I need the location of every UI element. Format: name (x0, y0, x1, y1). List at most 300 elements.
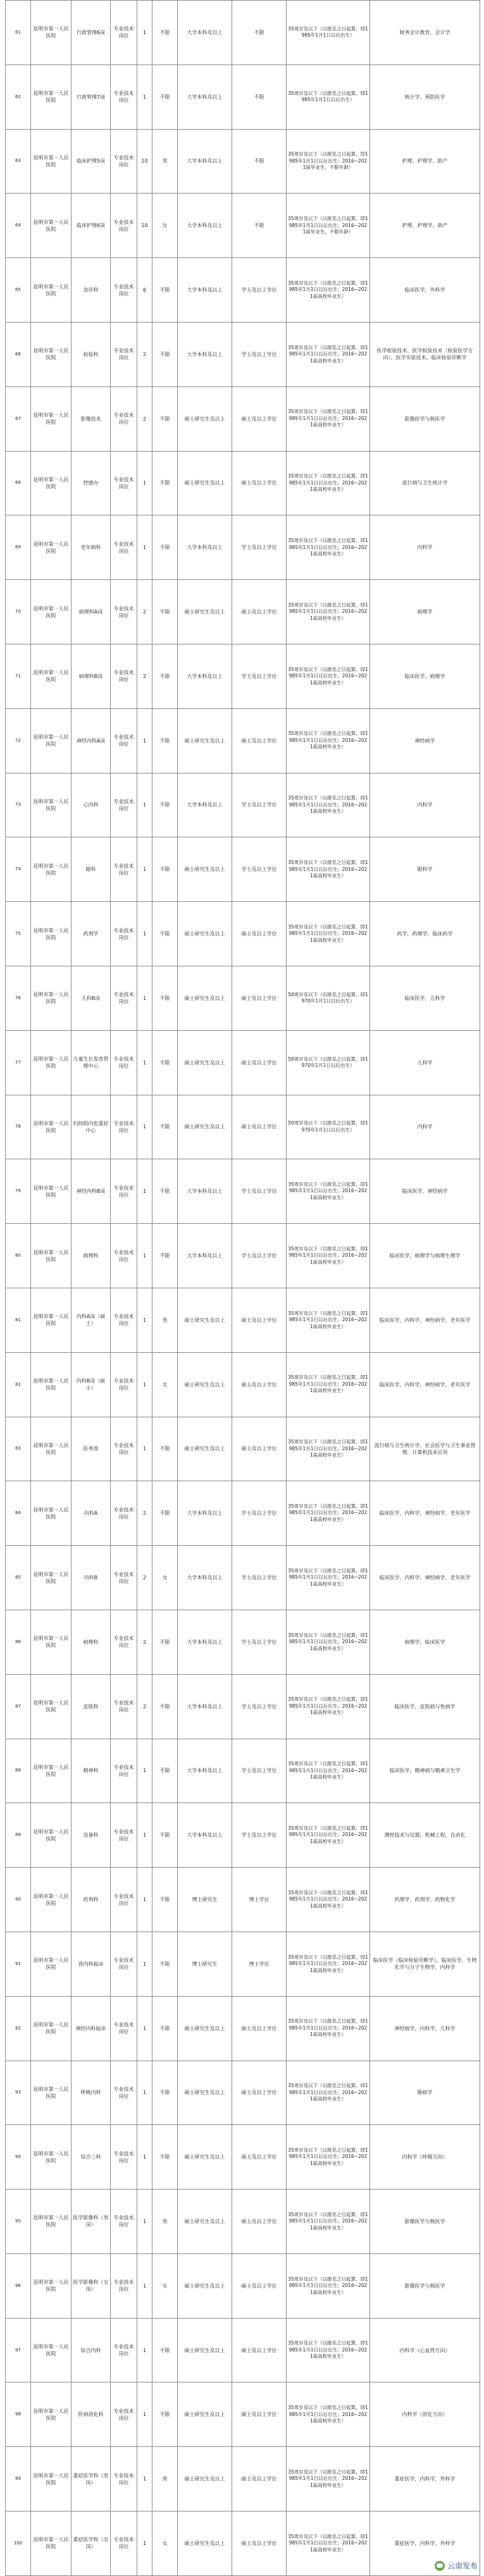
cell-edu: 硕士研究生及以上 (178, 2190, 232, 2254)
cell-no: 84 (6, 1481, 31, 1546)
cell-edu: 硕士研究生及以上 (178, 1996, 232, 2061)
cell-degree: 硕士及以上学位 (232, 902, 287, 966)
cell-gender: 不限 (152, 708, 178, 773)
cell-dept: 药剂科 (71, 1868, 111, 1932)
cell-age: 35周岁及以下（以报名之日起算，即1985年1月1日以后出生；2016~2021届高校毕业生） (287, 837, 370, 902)
cell-gender: 不限 (152, 1481, 178, 1546)
table-row (6, 2382, 480, 2447)
cell-dept: 重症医学科（男岗） (71, 2447, 111, 2511)
cell-no: 66 (6, 322, 31, 386)
cell-count: 6 (137, 258, 152, 323)
table-row (6, 515, 480, 580)
cell-count: 1 (137, 1868, 152, 1932)
cell-edu: 硕士研究生及以上 (178, 2382, 232, 2447)
cell-age: 35周岁及以下（以报名之日起算，即1985年1月1日以后出生；2016~2021届高校毕业生） (287, 1546, 370, 1610)
cell-unit: 昆明市第一人民医院 (31, 1095, 71, 1159)
cell-edu: 大学本科及以上 (178, 1610, 232, 1674)
table-row (6, 1803, 480, 1868)
cell-count: 1 (137, 837, 152, 902)
cell-major: 神经病学 (370, 708, 480, 773)
cell-unit: 昆明市第一人民医院 (31, 1610, 71, 1674)
table-row (6, 1159, 480, 1224)
cell-age: 35周岁及以下（以报名之日起算，即1985年1月1日以后出生；2016~2021届高校毕业生） (287, 2318, 370, 2382)
cell-age: 35周岁及以下（以报名之日起算，即1985年1月1日以后出生；2016~2021届高校毕业生） (287, 1932, 370, 1996)
cell-age: 35周岁及以下（以报名之日起算，即1985年1月1日以后出生；2016~2021届高校毕业生） (287, 515, 370, 580)
cell-edu: 硕士研究生及以上 (178, 386, 232, 451)
cell-count: 1 (137, 1996, 152, 2061)
cell-major: 临床医学，内科学，神经病学，老年医学 (370, 1288, 480, 1352)
cell-degree: 学士及以上学位 (232, 1674, 287, 1739)
cell-count: 1 (137, 2061, 152, 2125)
table-row (6, 451, 480, 515)
cell-count: 1 (137, 2511, 152, 2576)
wechat-logo-icon (435, 2561, 445, 2571)
cell-major: 财务会计教育、会计学 (370, 1, 480, 65)
cell-type: 专业技术岗位 (111, 1352, 137, 1417)
cell-type: 专业技术岗位 (111, 1868, 137, 1932)
cell-gender: 男 (152, 1288, 178, 1352)
cell-gender: 女 (152, 1352, 178, 1417)
cell-no: 92 (6, 1996, 31, 2061)
cell-age: 35周岁及以下（以报名之日起算，即1985年1月1日以后出生；2016~2021届高校毕业生） (287, 2061, 370, 2125)
cell-unit: 昆明市第一人民医院 (31, 1481, 71, 1546)
cell-gender: 不限 (152, 1932, 178, 1996)
cell-type: 专业技术岗位 (111, 1996, 137, 2061)
cell-degree: 学士及以上学位 (232, 1610, 287, 1674)
cell-no: 80 (6, 1224, 31, 1288)
cell-unit: 昆明市第一人民医院 (31, 1674, 71, 1739)
cell-major: 药学，药理学，临床药学 (370, 902, 480, 966)
table-row (6, 1095, 480, 1159)
cell-degree: 博士学位 (232, 1932, 287, 1996)
cell-major: 临床医学（临床检验诊断学），临床医学，生物化学与分子生物学，内科学 (370, 1932, 480, 1996)
cell-unit: 昆明市第一人民医院 (31, 2511, 71, 2576)
cell-age: 35周岁及以下（以报名之日起算，即1985年1月1日以后出生；2016~2021届高校毕业生） (287, 708, 370, 773)
cell-major: 流行病与卫生统计学 (370, 451, 480, 515)
cell-no: 79 (6, 1159, 31, 1224)
cell-dept: 内科A岗（硕士） (71, 1288, 111, 1352)
cell-no: 72 (6, 708, 31, 773)
cell-major: 临床医学、病理学 (370, 644, 480, 708)
cell-no: 100 (6, 2511, 31, 2576)
cell-type: 专业技术岗位 (111, 1739, 137, 1803)
table-row (6, 2125, 480, 2190)
cell-unit: 昆明市第一人民医院 (31, 902, 71, 966)
cell-gender: 不限 (152, 580, 178, 644)
cell-unit: 昆明市第一人民医院 (31, 2190, 71, 2254)
cell-major: 内科学（呼吸方向） (370, 2125, 480, 2190)
table-row (6, 1996, 480, 2061)
cell-no: 97 (6, 2318, 31, 2382)
cell-gender: 不限 (152, 1224, 178, 1288)
cell-degree: 学士及以上学位 (232, 837, 287, 902)
table-row (6, 580, 480, 644)
cell-no: 68 (6, 451, 31, 515)
cell-type: 专业技术岗位 (111, 1030, 137, 1095)
cell-degree: 硕士及以上学位 (232, 708, 287, 773)
cell-edu: 硕士研究生及以上 (178, 1095, 232, 1159)
cell-count: 2 (137, 580, 152, 644)
cell-edu: 大学本科及以上 (178, 258, 232, 323)
cell-type: 专业技术岗位 (111, 1224, 137, 1288)
cell-edu: 博士研究生 (178, 1868, 232, 1932)
cell-edu: 大学本科及以上 (178, 129, 232, 194)
cell-type: 专业技术岗位 (111, 1803, 137, 1868)
cell-degree: 硕士及以上学位 (232, 2382, 287, 2447)
cell-type: 专业技术岗位 (111, 386, 137, 451)
cell-unit: 昆明市第一人民医院 (31, 258, 71, 323)
cell-age: 50周岁及以下（以报名之日起算，即1970年1月1日以后出生） (287, 1030, 370, 1095)
cell-gender: 女 (152, 2511, 178, 2576)
cell-age: 35周岁及以下（以报名之日起算，即1985年1月1日以后出生） (287, 65, 370, 129)
cell-unit: 昆明市第一人民医院 (31, 1224, 71, 1288)
cell-count: 1 (137, 515, 152, 580)
cell-type: 专业技术岗位 (111, 1674, 137, 1739)
cell-degree: 学士及以上学位 (232, 1739, 287, 1803)
cell-dept: 神经内科临床 (71, 1996, 111, 2061)
cell-no: 99 (6, 2447, 31, 2511)
cell-type: 专业技术岗位 (111, 2318, 137, 2382)
cell-degree: 学士及以上学位 (232, 1224, 287, 1288)
cell-major: 临床医学，病理学与病理生理学 (370, 1224, 480, 1288)
cell-major: 内科学（消化方向） (370, 2382, 480, 2447)
cell-age: 35周岁及以下（以报名之日起算，即1985年1月1日以后出生；2016~2021届高校毕业生） (287, 773, 370, 837)
cell-age: 35周岁及以下（以报名之日起算，即1985年1月1日以后出生；2016~2021届高校毕业生） (287, 1674, 370, 1739)
cell-edu: 大学本科及以上 (178, 515, 232, 580)
cell-degree: 硕士及以上学位 (232, 2125, 287, 2190)
cell-count: 1 (137, 1030, 152, 1095)
cell-dept: 急诊科 (71, 258, 111, 323)
cell-unit: 昆明市第一人民医院 (31, 1159, 71, 1224)
table-row (6, 837, 480, 902)
cell-count: 1 (137, 2382, 152, 2447)
cell-dept: 影像技术 (71, 386, 111, 451)
cell-degree: 硕士及以上学位 (232, 580, 287, 644)
cell-degree: 硕士及以上学位 (232, 1417, 287, 1481)
cell-edu: 硕士研究生及以上 (178, 1352, 232, 1417)
cell-degree: 学士及以上学位 (232, 258, 287, 323)
cell-dept: 病理科 (71, 1224, 111, 1288)
cell-dept: 检验科 (71, 322, 111, 386)
cell-major: 测控技术与仪器，机械工程，自动化 (370, 1803, 480, 1868)
cell-unit: 昆明市第一人民医院 (31, 451, 71, 515)
table-row (6, 644, 480, 708)
table-row (6, 773, 480, 837)
cell-age: 35周岁及以下（以报名之日起算，即1985年1月1日以后出生；2016~2021届高校毕业生） (287, 451, 370, 515)
cell-count: 2 (137, 1546, 152, 1610)
cell-dept: 神经内科B岗 (71, 1159, 111, 1224)
cell-degree: 硕士及以上学位 (232, 1030, 287, 1095)
cell-unit: 昆明市第一人民医院 (31, 1546, 71, 1610)
cell-no: 75 (6, 902, 31, 966)
cell-no: 89 (6, 1803, 31, 1868)
cell-dept: 儿科B岗 (71, 966, 111, 1030)
cell-type: 专业技术岗位 (111, 2447, 137, 2511)
cell-type: 专业技术岗位 (111, 1546, 137, 1610)
cell-gender: 不限 (152, 1610, 178, 1674)
cell-count: 1 (137, 1803, 152, 1868)
cell-degree: 学士及以上学位 (232, 322, 287, 386)
cell-age: 35周岁及以下（以报名之日起算，即1985年1月1日以后出生；2016~2021届高校毕业生） (287, 1868, 370, 1932)
cell-count: 1 (137, 902, 152, 966)
cell-degree: 不限 (232, 65, 287, 129)
table-row (6, 1417, 480, 1481)
cell-dept: 内科B岗（硕士） (71, 1352, 111, 1417)
cell-gender: 不限 (152, 386, 178, 451)
cell-major: 临床医学，内科学，神经病学，老年医学 (370, 1352, 480, 1417)
cell-edu: 大学本科及以上 (178, 1674, 232, 1739)
cell-type: 专业技术岗位 (111, 966, 137, 1030)
cell-edu: 硕士研究生及以上 (178, 837, 232, 902)
cell-edu: 大学本科及以上 (178, 1481, 232, 1546)
cell-gender: 不限 (152, 2318, 178, 2382)
cell-no: 85 (6, 1546, 31, 1610)
cell-dept: 内科A (71, 1481, 111, 1546)
cell-edu: 硕士研究生及以上 (178, 451, 232, 515)
cell-gender: 不限 (152, 2382, 178, 2447)
cell-age: 35周岁及以下（以报名之日起算，即1985年1月1日以后出生；2016~2021届高校毕业生） (287, 2125, 370, 2190)
cell-dept: 儿童生长发育管理中心 (71, 1030, 111, 1095)
table-row (6, 2511, 480, 2576)
cell-degree: 博士学位 (232, 1868, 287, 1932)
cell-dept: 行政管理6岗 (71, 1, 111, 65)
cell-unit: 昆明市第一人民医院 (31, 2447, 71, 2511)
cell-type: 专业技术岗位 (111, 1095, 137, 1159)
cell-type: 专业技术岗位 (111, 451, 137, 515)
cell-dept: 综合内科 (71, 2318, 111, 2382)
cell-edu: 大学本科及以上 (178, 1546, 232, 1610)
cell-no: 81 (6, 1288, 31, 1352)
cell-degree: 学士及以上学位 (232, 773, 287, 837)
cell-dept: 病理科 (71, 1610, 111, 1674)
cell-edu: 硕士研究生及以上 (178, 902, 232, 966)
cell-gender: 不限 (152, 966, 178, 1030)
table-row (6, 1224, 480, 1288)
table-row (6, 708, 480, 773)
cell-count: 1 (137, 1352, 152, 1417)
cell-dept: 精神科 (71, 1739, 111, 1803)
cell-degree: 硕士及以上学位 (232, 2190, 287, 2254)
cell-age: 35周岁及以下（以报名之日起算，即1985年1月1日以后出生；2016~2021届高校毕业生） (287, 2447, 370, 2511)
cell-dept: 内科B (71, 1546, 111, 1610)
cell-edu: 硕士研究生及以上 (178, 2447, 232, 2511)
cell-major: 内科学 (370, 773, 480, 837)
cell-unit: 昆明市第一人民医院 (31, 2061, 71, 2125)
cell-gender: 不限 (152, 1095, 178, 1159)
cell-age: 35周岁及以下（以报名之日起算，即1985年1月1日以后出生；2016~2021届高校毕业生） (287, 322, 370, 386)
cell-major: 影像医学与核医学 (370, 2253, 480, 2318)
cell-degree: 学士及以上学位 (232, 1546, 287, 1610)
cell-no: 83 (6, 1417, 31, 1481)
cell-count: 10 (137, 129, 152, 194)
cell-no: 65 (6, 258, 31, 323)
publisher-watermark (435, 2560, 478, 2571)
cell-unit: 昆明市第一人民医院 (31, 515, 71, 580)
cell-degree: 不限 (232, 1, 287, 65)
cell-type: 专业技术岗位 (111, 1610, 137, 1674)
cell-count: 1 (137, 1224, 152, 1288)
cell-age: 35周岁及以下（以报名之日起算，即1985年1月1日以后出生） (287, 1, 370, 65)
cell-gender: 女 (152, 194, 178, 258)
cell-gender: 不限 (152, 65, 178, 129)
cell-unit: 昆明市第一人民医院 (31, 1352, 71, 1417)
cell-edu: 大学本科及以上 (178, 644, 232, 708)
cell-count: 1 (137, 1739, 152, 1803)
cell-gender: 不限 (152, 1868, 178, 1932)
cell-no: 94 (6, 2125, 31, 2190)
cell-degree: 学士及以上学位 (232, 1803, 287, 1868)
cell-edu: 大学本科及以上 (178, 194, 232, 258)
table-row (6, 1288, 480, 1352)
table-row (6, 386, 480, 451)
cell-dept: 老年病科 (71, 515, 111, 580)
cell-gender: 男 (152, 2190, 178, 2254)
cell-no: 95 (6, 2190, 31, 2254)
cell-unit: 昆明市第一人民医院 (31, 773, 71, 837)
cell-type: 专业技术岗位 (111, 644, 137, 708)
table-row (6, 1352, 480, 1417)
cell-count: 2 (137, 322, 152, 386)
cell-gender: 不限 (152, 773, 178, 837)
table-row (6, 129, 480, 194)
cell-dept: 皮肤科 (71, 1674, 111, 1739)
cell-degree: 硕士及以上学位 (232, 2511, 287, 2576)
cell-dept: 临床护理5岗 (71, 129, 111, 194)
cell-count: 1 (137, 2190, 152, 2254)
table-row (6, 65, 480, 129)
cell-major: 医学检验技术、医学检验技术（检验医学方向）、医学实验技术、临床检验诊断学 (370, 322, 480, 386)
cell-edu: 博士研究生 (178, 1932, 232, 1996)
cell-age: 35周岁及以下（以报名之日起算，即1985年1月1日以后出生；2016~2021届高校毕业生） (287, 1352, 370, 1417)
cell-unit: 昆明市第一人民医院 (31, 837, 71, 902)
cell-edu: 硕士研究生及以上 (178, 966, 232, 1030)
cell-type: 专业技术岗位 (111, 2125, 137, 2190)
cell-unit: 昆明市第一人民医院 (31, 580, 71, 644)
cell-type: 专业技术岗位 (111, 1417, 137, 1481)
cell-age: 35周岁及以下（以报名之日起算，即1985年1月1日以后出生；2016~2021届高校毕业生） (287, 1803, 370, 1868)
cell-gender: 不限 (152, 1030, 178, 1095)
cell-unit: 昆明市第一人民医院 (31, 1803, 71, 1868)
cell-major: 护理、护理学、助产 (370, 129, 480, 194)
cell-edu: 硕士研究生及以上 (178, 2125, 232, 2190)
cell-no: 88 (6, 1739, 31, 1803)
cell-major: 内科学 (370, 515, 480, 580)
cell-no: 63 (6, 129, 31, 194)
cell-dept: 医务部 (71, 1417, 111, 1481)
cell-count: 1 (137, 2447, 152, 2511)
cell-dept: 妇幼院内危重症中心 (71, 1095, 111, 1159)
cell-no: 78 (6, 1095, 31, 1159)
cell-count: 1 (137, 1932, 152, 1996)
cell-major: 临床医学，神经病学 (370, 1159, 480, 1224)
cell-no: 70 (6, 580, 31, 644)
cell-type: 专业技术岗位 (111, 773, 137, 837)
cell-gender: 不限 (152, 1417, 178, 1481)
cell-gender: 不限 (152, 1, 178, 65)
cell-age: 35周岁及以下（以报名之日起算，即1985年1月1日以后出生；2016~2021届高校毕业生） (287, 1288, 370, 1352)
cell-type: 专业技术岗位 (111, 902, 137, 966)
cell-count: 1 (137, 966, 152, 1030)
cell-edu: 硕士研究生及以上 (178, 580, 232, 644)
cell-no: 93 (6, 2061, 31, 2125)
cell-unit: 昆明市第一人民医院 (31, 1932, 71, 1996)
cell-gender: 不限 (152, 451, 178, 515)
table-row (6, 1481, 480, 1546)
cell-major: 儿科学 (370, 1030, 480, 1095)
cell-no: 61 (6, 1, 31, 65)
cell-major: 病理学，临床医学 (370, 1610, 480, 1674)
table-row (6, 2253, 480, 2318)
cell-edu: 硕士研究生及以上 (178, 2253, 232, 2318)
cell-unit: 昆明市第一人民医院 (31, 2382, 71, 2447)
cell-no: 98 (6, 2382, 31, 2447)
table-row (6, 1868, 480, 1932)
cell-degree: 硕士及以上学位 (232, 2253, 287, 2318)
cell-count: 2 (137, 1481, 152, 1546)
cell-no: 73 (6, 773, 31, 837)
cell-gender: 不限 (152, 258, 178, 323)
cell-age: 35周岁及以下（以报名之日起算，即1985年1月1日以后出生；2016~2021届高校毕业生） (287, 580, 370, 644)
cell-count: 1 (137, 2253, 152, 2318)
cell-gender: 不限 (152, 515, 178, 580)
cell-major: 重症医学，内科学，外科学 (370, 2447, 480, 2511)
cell-dept: 呼吸内科 (71, 2061, 111, 2125)
cell-unit: 昆明市第一人民医院 (31, 2318, 71, 2382)
cell-no: 69 (6, 515, 31, 580)
cell-dept: 心内科 (71, 773, 111, 837)
cell-type: 专业技术岗位 (111, 708, 137, 773)
cell-gender: 不限 (152, 2125, 178, 2190)
cell-age: 50周岁及以下（以报名之日起算，即1970年1月1日以后出生） (287, 966, 370, 1030)
cell-no: 71 (6, 644, 31, 708)
cell-no: 91 (6, 1932, 31, 1996)
cell-type: 专业技术岗位 (111, 1159, 137, 1224)
cell-edu: 大学本科及以上 (178, 1224, 232, 1288)
cell-type: 专业技术岗位 (111, 194, 137, 258)
cell-edu: 硕士研究生及以上 (178, 708, 232, 773)
cell-no: 96 (6, 2253, 31, 2318)
cell-unit: 昆明市第一人民医院 (31, 966, 71, 1030)
cell-major: 重症医学，内科学，外科学 (370, 2511, 480, 2576)
cell-unit: 昆明市第一人民医院 (31, 322, 71, 386)
cell-age: 35周岁及以下（以报名之日起算，即1985年1月1日以后出生；2016~2021届高校毕业生） (287, 1996, 370, 2061)
cell-edu: 硕士研究生及以上 (178, 1030, 232, 1095)
cell-gender: 不限 (152, 644, 178, 708)
cell-dept: 行政管理7岗 (71, 65, 111, 129)
table-row (6, 322, 480, 386)
cell-edu: 大学本科及以上 (178, 65, 232, 129)
cell-count: 1 (137, 773, 152, 837)
cell-degree: 硕士及以上学位 (232, 386, 287, 451)
recruitment-table (5, 0, 480, 2576)
cell-age: 35周岁及以下（以报名之日起算，即1985年1月1日以后出生；2016~2021届高校毕业生） (287, 1417, 370, 1481)
cell-dept: 医学影像科（男岗） (71, 2190, 111, 2254)
cell-major: 临床医学，皮肤病与性病学 (370, 1674, 480, 1739)
cell-no: 62 (6, 65, 31, 129)
cell-dept: 控感办 (71, 451, 111, 515)
cell-degree: 硕士及以上学位 (232, 2318, 287, 2382)
cell-count: 1 (137, 451, 152, 515)
cell-count: 2 (137, 1674, 152, 1739)
cell-degree: 硕士及以上学位 (232, 1352, 287, 1417)
cell-dept: 肾内科临床 (71, 1932, 111, 1996)
cell-degree: 硕士及以上学位 (232, 1996, 287, 2061)
cell-unit: 昆明市第一人民医院 (31, 65, 71, 129)
cell-unit: 昆明市第一人民医院 (31, 1288, 71, 1352)
cell-age: 35周岁及以下（以报名之日起算，即1985年1月1日以后出生；2016~2021届高校毕业生） (287, 2511, 370, 2576)
cell-gender: 男 (152, 2447, 178, 2511)
cell-degree: 不限 (232, 129, 287, 194)
